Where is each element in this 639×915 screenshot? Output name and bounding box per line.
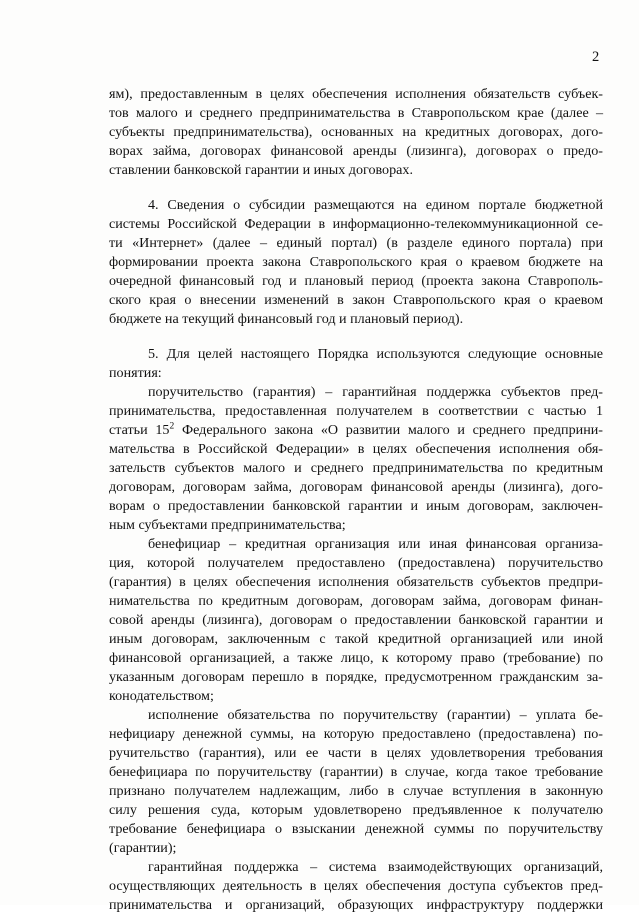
text-line: ным субъектами предпринимательства; (109, 517, 346, 533)
law-title-text: Федерального закона «О развитии малого и среднего предприни- (181, 422, 603, 438)
text-line: 5. Для целей настоящего Порядка используются следующие основные (148, 346, 603, 362)
text-line: осуществляющих деятельность в целях обеспечения доступа субъектов пред- (109, 878, 603, 894)
text-line (109, 420, 603, 440)
superscript: 2 (169, 421, 175, 432)
text-line: гарантийная поддержка – система взаимодействующих организаций, (148, 859, 603, 875)
page-number: 2 (592, 49, 600, 65)
text-line: требование бенефициара о взыскании денежной суммы по поручительству (109, 821, 603, 837)
text-line: исполнение обязательства по поручительству (гарантии) – уплата бе- (148, 707, 603, 723)
text-line: ставлении банковской гарантии и иных договорах. (109, 162, 413, 178)
text-line: бенефициара по поручительству (гарантии) в случае, когда такое требование (109, 764, 603, 780)
text-line: (гарантии); (109, 840, 177, 856)
text-line: договорам, договорам займа, договорам финансовой аренды (лизинга), дого- (109, 479, 603, 495)
text-line: системы Российской Федерации в информационно-телекоммуникационной се- (109, 216, 603, 232)
text-line: ти «Интернет» (далее – единый портал) (в разделе единого портала) при (109, 235, 603, 251)
text-line: ского края о внесении изменений в закон Ставропольского края о краевом (109, 292, 603, 308)
text-line: тов малого и среднего предпринимательства в Ставропольском крае (далее – (109, 105, 603, 121)
text-line: иным договорам, заключенным с такой кредитной организацией или иной (109, 631, 603, 647)
text-line: нимательства по кредитным договорам, договорам займа, договорам финан- (109, 593, 603, 609)
text-line: конодательством; (109, 688, 214, 704)
text-line: финансовой организацией, а также лицо, к которому право (требование) по (109, 650, 603, 666)
text-line: понятия: (109, 365, 162, 381)
text-line: бенефициар – кредитная организация или иная финансовая организа- (148, 536, 603, 552)
text-line: формировании проекта закона Ставропольского края о краевом бюджете на (109, 254, 603, 270)
text-line: силу решения суда, которым удовлетворено предъявленное к получателю (109, 802, 603, 818)
text-line: принимательства и организаций, образующих инфраструктуру поддержки (109, 897, 603, 913)
text-line: зательств субъектов малого и среднего предпринимательства по кредитным (109, 460, 603, 476)
text-line: ция, которой получателем предоставлено (предоставлена) поручительство (109, 555, 603, 571)
text-line: очередной финансовый год и плановый период (проекта закона Ставрополь- (109, 273, 603, 289)
text-line: (гарантия) в целях обеспечения исполнения обязательств субъектов предпри- (109, 574, 603, 590)
text-line: бюджете на текущий финансовый год и плановый период). (109, 311, 464, 327)
text-line: признано получателем надлежащим, либо в случае вступления в законную (109, 783, 603, 799)
text-line: нефициару денежной суммы, на которую предоставлено (предоставлена) по- (109, 726, 603, 742)
text-line: совой аренды (лизинга), договорам о предоставлении банковской гарантии и (109, 612, 603, 628)
statute-reference: статьи 15 (109, 422, 170, 438)
text-line: поручительство (гарантия) – гарантийная поддержка субъектов пред- (148, 384, 603, 400)
text-line: ворам о предоставлении банковской гарантии и иным договорам, заключен- (109, 498, 603, 514)
text-line: ручительство (гарантия), или ее части в целях удовлетворения требования (109, 745, 603, 761)
text-line: субъекты предпринимательства), основанных на кредитных договорах, дого- (109, 124, 603, 140)
text-line: принимательства, предоставленная получателем в соответствии с частью 1 (109, 403, 603, 419)
text-line: ям), предоставленным в целях обеспечения исполнения обязательств субъек- (109, 86, 603, 102)
text-line: мательства в Российской Федерации» в целях обеспечения исполнения обя- (109, 441, 603, 457)
text-line: 4. Сведения о субсидии размещаются на едином портале бюджетной (148, 197, 603, 213)
text-line: указанным договорам перешло в порядке, предусмотренном гражданским за- (109, 669, 603, 685)
text-line: ворах займа, договорах финансовой аренды (лизинга), договорах о предо- (109, 143, 603, 159)
